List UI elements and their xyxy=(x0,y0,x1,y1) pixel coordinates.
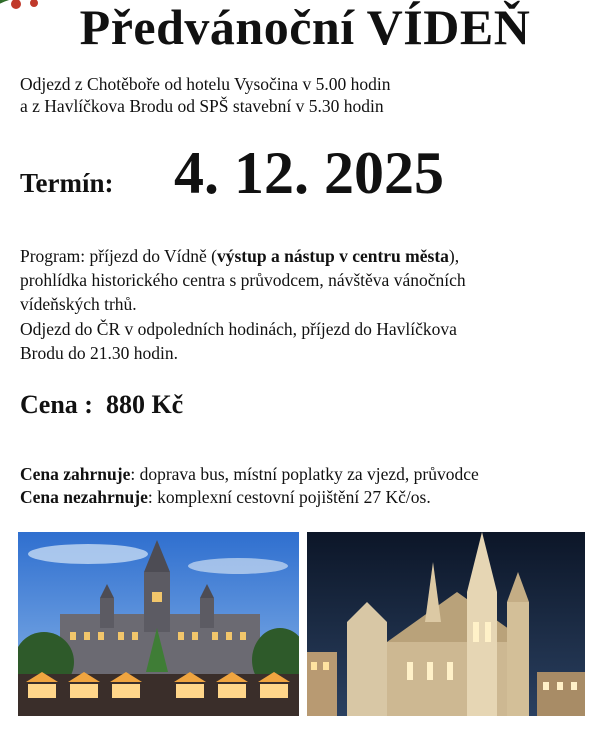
term-date: 4. 12. 2025 xyxy=(174,140,444,206)
rathaus-christmas-market-photo xyxy=(18,532,299,716)
term-label: Termín: xyxy=(20,168,114,198)
excludes-text: : komplexní cestovní pojištění 27 Kč/os. xyxy=(147,487,431,507)
program-line-5: Brodu do 21.30 hodin. xyxy=(20,343,178,363)
departure-line-1: Odjezd z Chotěboře od hotelu Vysočina v 5.00 hodin xyxy=(20,74,391,94)
price-label: Cena : xyxy=(20,390,93,419)
departure-line-2: a z Havlíčkova Brodu od SPŠ stavební v 5.30 hodin xyxy=(20,96,384,116)
excludes-line xyxy=(20,487,600,508)
price xyxy=(20,390,183,420)
page-title: Předvánoční VÍDEŇ xyxy=(79,0,531,55)
program-line-1 xyxy=(20,246,600,267)
includes-text: : doprava bus, místní poplatky za vjezd, průvodce xyxy=(130,464,479,484)
st-stephens-cathedral-night-photo xyxy=(307,532,585,716)
includes-label: Cena zahrnuje xyxy=(20,464,131,484)
excludes-label: Cena nezahrnuje xyxy=(20,487,148,507)
program-prefix: Program: příjezd do Vídně ( xyxy=(20,246,217,266)
price-value: 880 Kč xyxy=(105,390,184,419)
program-line-4: Odjezd do ČR v odpoledních hodinách, příjezd do Havlíčkova xyxy=(20,319,457,339)
program-line-2: prohlídka historického centra s průvodcem, návštěva vánočních xyxy=(20,270,466,290)
program-suffix: ), xyxy=(448,246,460,266)
program-line-3: vídeňských trhů. xyxy=(20,294,137,314)
includes-line xyxy=(20,464,600,485)
program-bold: výstup a nástup v centru města xyxy=(217,246,449,266)
